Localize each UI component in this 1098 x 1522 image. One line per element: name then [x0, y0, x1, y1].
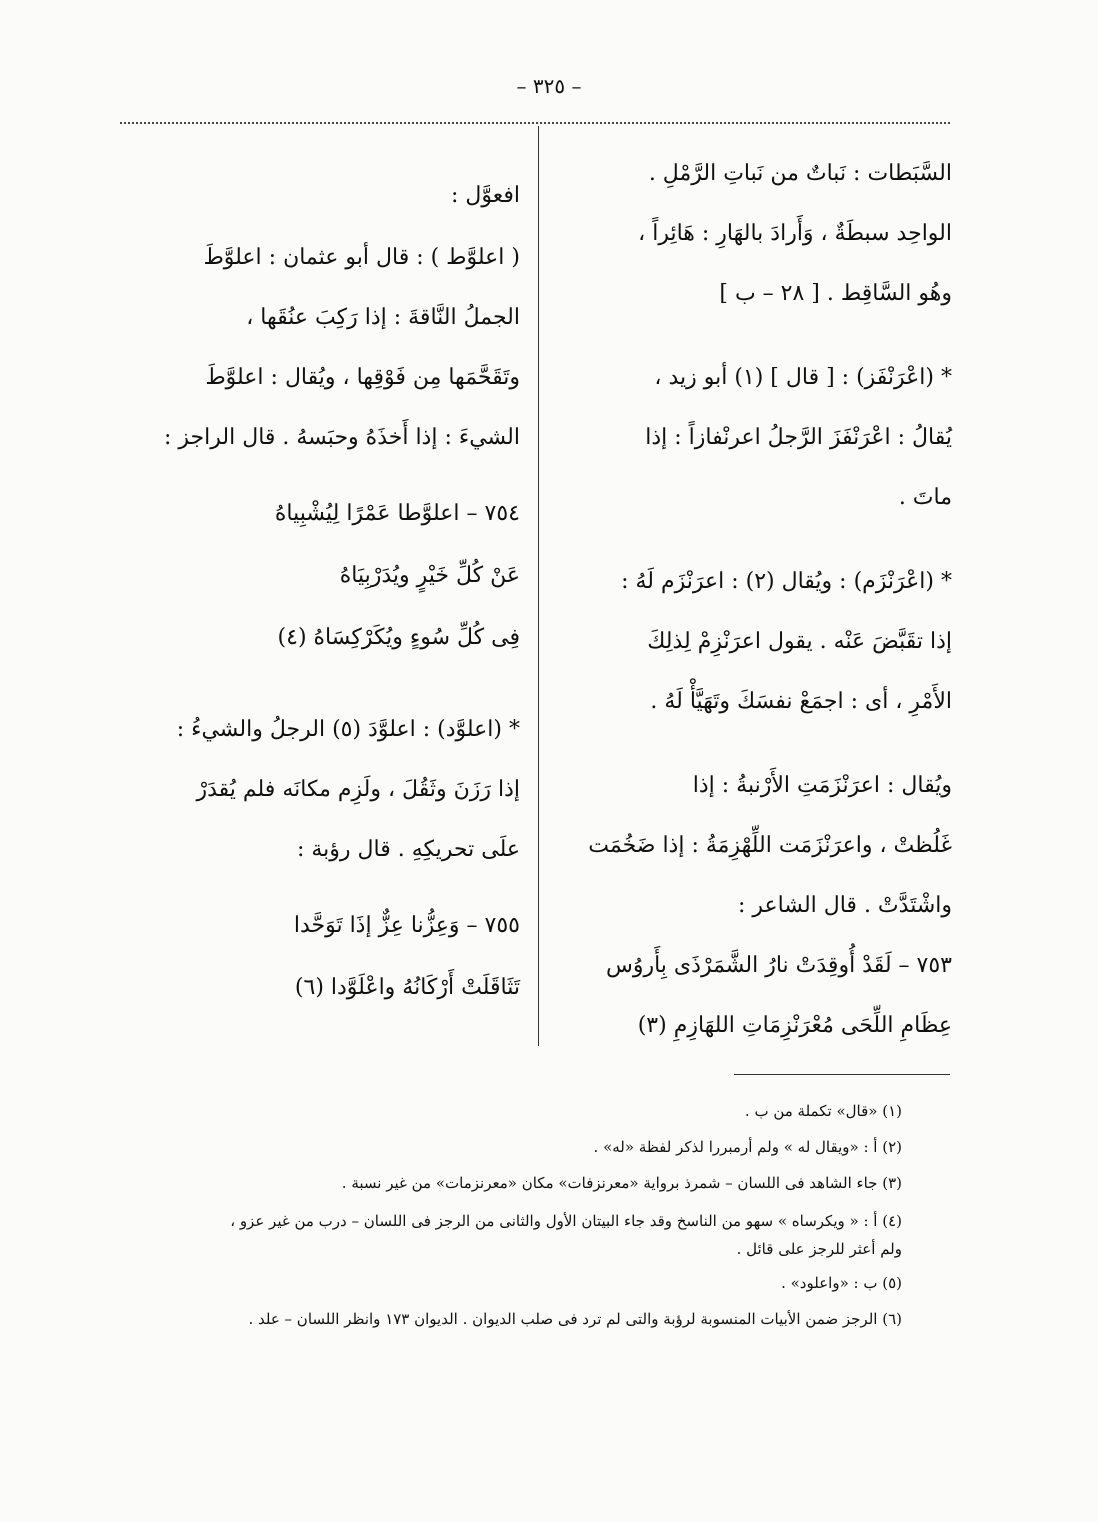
- footnote: (١) «قال» تكملة من ب .: [744, 1102, 902, 1120]
- footnote: (٣) جاء الشاهد فى اللسان – شمرذ برواية «معرنزفات» مكان «معرنزمات» من غير نسبة .: [341, 1174, 902, 1192]
- footnote: ولم أعثر للرجز على قائل .: [736, 1240, 902, 1258]
- text-line: وهُو السَّاقِط . [ ٢٨ – ب ]: [719, 281, 952, 306]
- verse-line: فِى كُلِّ سُوءٍ ويُكَرْكِسَاهُ (٤): [277, 625, 520, 650]
- footnote: (٤) أ : « ويكرساه » سهو من الناسخ وقد جاء البيتان الأول والثانى من الرجز فى اللسان – درب من غير عزو ،: [230, 1212, 902, 1230]
- text-line: الشيءَ : إذا أَخذَهُ وحبَسهُ . قال الراجز :: [164, 425, 520, 450]
- section-heading: افعوَّل :: [451, 183, 520, 208]
- text-line: ( اعلوَّط ) : قال أبو عثمان : اعلوَّطَ: [203, 245, 520, 270]
- verse-line: عِظَامِ اللِّحَى مُعْرَنْزِمَاتِ اللهَازِمِ (٣): [637, 1013, 952, 1038]
- text-line: وتَقَحَّمَها مِن فَوْقِها ، ويُقال : اعلوَّطَ: [205, 365, 520, 390]
- text-line: ويُقال : اعرَنْزَمَتِ الأَرْنبةُ : إذا: [692, 773, 952, 798]
- verse-line: ٧٥٣ – لَقَدْ أُوقِدَتْ نارُ الشَّمَرْذَى بِأَروُس: [606, 953, 952, 978]
- text-line: الواحِد سبطَةٌ ، وَأَرادَ بالهَارِ : هَائِراً ،: [638, 221, 952, 246]
- text-line: واشْتَدَّتْ . قال الشاعر :: [737, 893, 952, 918]
- page-number: – ٣٢٥ –: [516, 74, 582, 98]
- footnote: (٦) الرجز ضمن الأبيات المنسوبة لرؤبة والتى لم ترد فى صلب الديوان . الديوان ١٧٣ وانظر اللسان – علد .: [248, 1310, 902, 1328]
- text-line: علَى تحريكِهِ . قال رؤبة :: [296, 837, 520, 862]
- verse-line: عَنْ كُلِّ خَيْرٍ ويُدَرْبِيَاهُ: [339, 563, 520, 588]
- text-line: غَلُظتْ ، واعرَنْزَمَت اللِّهْزِمَةُ : إذا ضَخُمَت: [588, 833, 952, 858]
- column-divider: [538, 126, 539, 1046]
- text-line: * (اعلوَّد) : اعلوَّدَ (٥) الرجلُ والشيءُ :: [176, 717, 520, 742]
- text-line: السَّبَطات : نَباتٌ من نَباتِ الرَّمْلِ .: [648, 161, 952, 186]
- text-line: الأَمْرِ ، أى : اجمَعْ نفسَكَ وتَهَيَّأْ لَهُ .: [650, 689, 952, 714]
- footnote-rule: [734, 1074, 950, 1075]
- verse-line: ٧٥٤ – اعلوَّطا عَمْرًا لِيُشْبِياهُ: [274, 501, 520, 526]
- verse-line: تَثَاقَلَتْ أَرْكَانُهُ واعْلَوَّدا (٦): [294, 975, 520, 1000]
- verse-line: ٧٥٥ – وَعِزُّنا عِزٌّ إذَا تَوَحَّدا: [293, 913, 520, 938]
- text-line: * (اعْرَنْزَم) : ويُقال (٢) : اعرَنْزَم لَهُ :: [621, 569, 952, 594]
- footnote: (٥) ب : «واعلود» .: [781, 1274, 902, 1292]
- text-line: يُقالُ : اعْرَنْفَزَ الرَّجلُ اعرنْفازاً : إذا: [645, 425, 952, 450]
- text-line: * (اعْرَنْفَز) : [ قال ] (١) أبو زيد ،: [654, 365, 952, 390]
- text-line: ماتَ .: [898, 485, 952, 510]
- header-rule: [120, 122, 950, 124]
- footnote: (٢) أ : «ويقال له » ولم أرمبررا لذكر لفظة «له» .: [593, 1138, 902, 1156]
- text-line: إذا رَزَنَ وثَقُلَ ، ولَزِم مكانَه فلم يُقدَرْ: [196, 777, 520, 802]
- text-line: الجملُ النَّاقةَ : إذا رَكِبَ عنُقَها ،: [246, 305, 520, 330]
- text-line: إذا تقَبَّضَ عَنْه . يقول اعرَنْزِمْ لِذلِكَ: [647, 629, 952, 654]
